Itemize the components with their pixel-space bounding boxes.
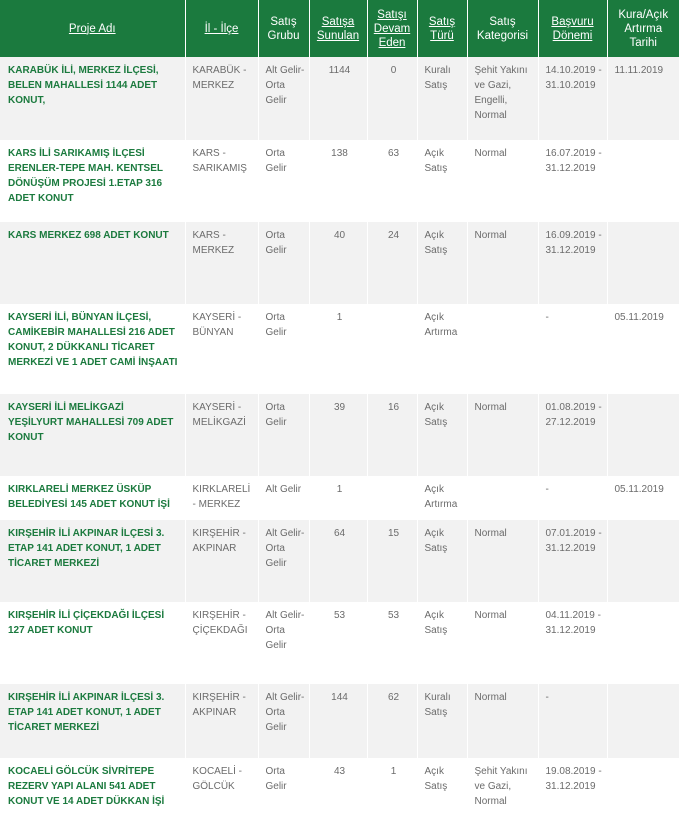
project-name-cell[interactable] <box>0 140 185 222</box>
lottery-date-cell <box>607 222 679 304</box>
column-header-location-label[interactable]: İl - İlçe <box>204 22 239 35</box>
offered-count-cell-text: 64 <box>333 528 346 539</box>
sales-type-cell-text: Kuralı Satış <box>424 65 451 91</box>
application-period-cell <box>538 476 607 520</box>
offered-count-cell <box>309 758 367 836</box>
location-cell <box>185 602 258 684</box>
location-cell-text: KAYSERİ - BÜNYAN <box>192 312 242 338</box>
sales-group-cell <box>258 602 309 684</box>
sales-group-cell <box>258 304 309 394</box>
application-period-cell <box>538 57 607 140</box>
sales-type-cell-text: Açık Satış <box>424 610 448 636</box>
application-period-cell-text: - <box>545 484 549 495</box>
sales-category-cell-text: Normal <box>474 692 507 703</box>
ongoing-count-cell <box>367 222 417 304</box>
project-name-cell-text: KIRKLARELİ MERKEZ ÜSKÜP BELEDİYESİ 145 ADET KONUT İŞİ <box>8 484 170 510</box>
application-period-cell <box>538 304 607 394</box>
ongoing-count-cell-text: 24 <box>387 230 400 241</box>
ongoing-count-cell <box>367 476 417 520</box>
offered-count-cell-text: 1 <box>336 312 343 323</box>
project-name-cell[interactable] <box>0 222 185 304</box>
application-period-cell-text: - <box>545 692 549 703</box>
ongoing-count-cell-text: 0 <box>390 65 397 76</box>
sales-type-cell <box>417 57 467 140</box>
sales-category-cell <box>467 394 538 476</box>
sales-type-cell <box>417 684 467 758</box>
ongoing-count-cell <box>367 684 417 758</box>
sales-group-cell-text: Alt Gelir-Orta Gelir <box>265 65 305 106</box>
offered-count-cell <box>309 140 367 222</box>
table-row <box>0 476 679 520</box>
offered-count-cell-text: 138 <box>331 148 348 159</box>
sales-group-cell <box>258 476 309 520</box>
column-header-sales-group-label: Satış Grubu <box>267 15 300 42</box>
table-row <box>0 57 679 140</box>
location-cell-text: KARABÜK - MERKEZ <box>192 65 247 91</box>
ongoing-count-cell-text: 53 <box>387 610 400 621</box>
sales-type-cell-text: Açık Satış <box>424 402 448 428</box>
sales-type-cell <box>417 140 467 222</box>
sales-type-cell <box>417 602 467 684</box>
sales-group-cell-text: Alt Gelir-Orta Gelir <box>265 692 305 733</box>
sales-category-cell <box>467 758 538 836</box>
lottery-date-cell-text: 05.11.2019 <box>614 312 664 323</box>
sales-group-cell-text: Orta Gelir <box>265 312 287 338</box>
ongoing-count-cell <box>367 602 417 684</box>
sales-type-cell <box>417 394 467 476</box>
sales-category-cell-text: Şehit Yakını ve Gazi, Engelli, Normal <box>474 65 528 121</box>
sales-category-cell-text: Normal <box>474 230 507 241</box>
project-name-cell[interactable] <box>0 304 185 394</box>
sales-category-cell <box>467 57 538 140</box>
table-row <box>0 140 679 222</box>
project-name-cell[interactable] <box>0 684 185 758</box>
table-header <box>0 0 679 57</box>
ongoing-count-cell <box>367 758 417 836</box>
project-name-cell-text: KIRŞEHİR İLİ AKPINAR İLÇESİ 3. ETAP 141 ADET KONUT, 1 ADET TİCARET MERKEZİ <box>8 528 165 569</box>
lottery-date-cell-text: 11.11.2019 <box>614 65 664 76</box>
ongoing-count-cell <box>367 140 417 222</box>
table-row <box>0 304 679 394</box>
ongoing-count-cell <box>367 57 417 140</box>
sales-group-cell-text: Alt Gelir-Orta Gelir <box>265 528 305 569</box>
sales-category-cell <box>467 140 538 222</box>
location-cell <box>185 140 258 222</box>
lottery-date-cell <box>607 304 679 394</box>
lottery-date-cell <box>607 684 679 758</box>
ongoing-count-cell <box>367 394 417 476</box>
sales-category-cell-text: Normal <box>474 402 507 413</box>
sales-category-cell <box>467 222 538 304</box>
offered-count-cell <box>309 57 367 140</box>
column-header-sales-category-label: Satış Kategorisi <box>476 15 529 42</box>
ongoing-count-cell <box>367 520 417 602</box>
table-row <box>0 520 679 602</box>
offered-count-cell-text: 144 <box>331 692 348 703</box>
project-name-cell-text: KOCAELİ GÖLCÜK SİVRİTEPE REZERV YAPI ALANI 541 ADET KONUT VE 14 ADET DÜKKAN İŞİ <box>8 766 165 807</box>
sales-group-cell <box>258 758 309 836</box>
offered-count-cell <box>309 602 367 684</box>
project-name-cell[interactable] <box>0 476 185 520</box>
column-header-ongoing-label[interactable]: Satışı Devam Eden <box>373 8 411 49</box>
application-period-cell-text: 16.09.2019 - 31.12.2019 <box>545 230 602 256</box>
ongoing-count-cell-text: 63 <box>387 148 400 159</box>
lottery-date-cell <box>607 602 679 684</box>
ongoing-count-cell-text: 16 <box>387 402 400 413</box>
project-name-cell-text: KIRŞEHİR İLİ ÇİÇEKDAĞI İLÇESİ 127 ADET KONUT <box>8 610 165 636</box>
column-header-sales-category <box>467 0 538 57</box>
sales-category-cell-text: Normal <box>474 610 507 621</box>
sales-category-cell <box>467 684 538 758</box>
table-row <box>0 684 679 758</box>
application-period-cell <box>538 602 607 684</box>
sales-category-cell-text: Normal <box>474 148 507 159</box>
project-name-cell[interactable] <box>0 57 185 140</box>
sales-type-cell-text: Açık Satış <box>424 230 448 256</box>
ongoing-count-cell-text: 62 <box>387 692 400 703</box>
application-period-cell <box>538 394 607 476</box>
location-cell <box>185 520 258 602</box>
project-name-cell[interactable] <box>0 394 185 476</box>
sales-type-cell <box>417 304 467 394</box>
location-cell <box>185 758 258 836</box>
offered-count-cell-text: 53 <box>333 610 346 621</box>
column-header-lottery-date <box>607 0 679 57</box>
sales-category-cell <box>467 520 538 602</box>
sales-type-cell <box>417 222 467 304</box>
application-period-cell <box>538 222 607 304</box>
offered-count-cell-text: 43 <box>333 766 346 777</box>
sales-category-cell-text: Şehit Yakını ve Gazi, Normal <box>474 766 528 807</box>
project-name-cell[interactable] <box>0 758 185 836</box>
project-name-cell-text: KIRŞEHİR İLİ AKPINAR İLÇESİ 3. ETAP 141 ADET KONUT, 1 ADET TİCARET MERKEZİ <box>8 692 165 733</box>
column-header-application-period[interactable] <box>538 0 607 57</box>
application-period-cell-text: - <box>545 312 549 323</box>
location-cell <box>185 684 258 758</box>
application-period-cell-text: 01.08.2019 - 27.12.2019 <box>545 402 602 428</box>
table-row <box>0 602 679 684</box>
sales-group-cell-text: Orta Gelir <box>265 148 287 174</box>
lottery-date-cell <box>607 476 679 520</box>
sales-group-cell <box>258 684 309 758</box>
column-header-sales-type-label[interactable]: Satış Türü <box>428 15 456 42</box>
location-cell <box>185 222 258 304</box>
offered-count-cell <box>309 304 367 394</box>
sales-group-cell <box>258 520 309 602</box>
location-cell-text: KIRKLARELİ - MERKEZ <box>192 484 251 510</box>
column-header-project[interactable] <box>0 0 185 57</box>
column-header-application-period-label[interactable]: Başvuru Dönemi <box>551 15 594 42</box>
location-cell-text: KARS - MERKEZ <box>192 230 235 256</box>
sales-group-cell-text: Orta Gelir <box>265 230 287 256</box>
application-period-cell <box>538 140 607 222</box>
column-header-sales-type[interactable] <box>417 0 467 57</box>
location-cell <box>185 304 258 394</box>
table-row <box>0 394 679 476</box>
sales-group-cell-text: Orta Gelir <box>265 402 287 428</box>
location-cell <box>185 394 258 476</box>
table-body <box>0 57 679 836</box>
ongoing-count-cell-text: 15 <box>387 528 400 539</box>
sales-type-cell-text: Açık Satış <box>424 766 448 792</box>
offered-count-cell <box>309 394 367 476</box>
sales-group-cell <box>258 57 309 140</box>
lottery-date-cell-text: 05.11.2019 <box>614 484 664 495</box>
column-header-offered[interactable] <box>309 0 367 57</box>
project-name-cell-text: KARS İLİ SARIKAMIŞ İLÇESİ ERENLER-TEPE MAH. KENTSEL DÖNÜŞÜM PROJESİ 1.ETAP 316 ADET KONUT <box>8 148 163 204</box>
application-period-cell <box>538 758 607 836</box>
location-cell-text: KIRŞEHİR - AKPINAR <box>192 528 246 554</box>
sales-type-cell <box>417 476 467 520</box>
sales-type-cell-text: Açık Artırma <box>424 484 458 510</box>
sales-group-cell <box>258 222 309 304</box>
location-cell-text: KIRŞEHİR - AKPINAR <box>192 692 246 718</box>
sales-type-cell-text: Açık Satış <box>424 528 448 554</box>
sales-group-cell-text: Orta Gelir <box>265 766 287 792</box>
lottery-date-cell <box>607 57 679 140</box>
offered-count-cell <box>309 684 367 758</box>
location-cell <box>185 476 258 520</box>
sales-category-cell <box>467 476 538 520</box>
location-cell-text: KIRŞEHİR - ÇİÇEKDAĞI <box>192 610 248 636</box>
sales-type-cell-text: Açık Artırma <box>424 312 458 338</box>
ongoing-count-cell <box>367 304 417 394</box>
table-row <box>0 222 679 304</box>
header-row <box>0 0 679 57</box>
location-cell <box>185 57 258 140</box>
offered-count-cell-text: 1 <box>336 484 343 495</box>
sales-category-cell <box>467 602 538 684</box>
column-header-offered-label[interactable]: Satışa Sunulan <box>316 15 360 42</box>
lottery-date-cell <box>607 140 679 222</box>
column-header-ongoing[interactable] <box>367 0 417 57</box>
application-period-cell <box>538 520 607 602</box>
project-name-cell-text: KAYSERİ İLİ MELİKGAZİ YEŞİLYURT MAHALLESİ 709 ADET KONUT <box>8 402 174 443</box>
offered-count-cell-text: 1144 <box>328 65 351 76</box>
project-name-cell-text: KARABÜK İLİ, MERKEZ İLÇESİ, BELEN MAHALLESİ 1144 ADET KONUT, <box>8 65 159 106</box>
sales-group-cell-text: Alt Gelir <box>265 484 302 495</box>
sales-type-cell <box>417 758 467 836</box>
application-period-cell-text: 04.11.2019 - 31.12.2019 <box>545 610 601 636</box>
column-header-location[interactable] <box>185 0 258 57</box>
application-period-cell-text: 14.10.2019 - 31.10.2019 <box>545 65 602 91</box>
sales-type-cell-text: Kuralı Satış <box>424 692 451 718</box>
lottery-date-cell <box>607 520 679 602</box>
table-row <box>0 758 679 836</box>
project-name-cell-text: KARS MERKEZ 698 ADET KONUT <box>8 230 169 241</box>
column-header-lottery-date-label: Kura/Açık Artırma Tarihi <box>618 8 669 49</box>
column-header-project-label[interactable]: Proje Adı <box>68 22 116 35</box>
application-period-cell <box>538 684 607 758</box>
lottery-date-cell <box>607 394 679 476</box>
offered-count-cell-text: 40 <box>333 230 346 241</box>
location-cell-text: KARS - SARIKAMIŞ <box>192 148 247 174</box>
ongoing-count-cell-text: 1 <box>390 766 397 777</box>
project-name-cell-text: KAYSERİ İLİ, BÜNYAN İLÇESİ, CAMİKEBİR MAHALLESİ 216 ADET KONUT, 2 DÜKKANLI TİCARET MERKEZİ VE 1 ADET CAMİ İNŞAATI <box>8 312 178 368</box>
sales-type-cell-text: Açık Satış <box>424 148 448 174</box>
application-period-cell-text: 19.08.2019 - 31.12.2019 <box>545 766 602 792</box>
offered-count-cell <box>309 520 367 602</box>
offered-count-cell <box>309 476 367 520</box>
sales-category-cell-text: Normal <box>474 528 507 539</box>
location-cell-text: KAYSERİ - MELİKGAZİ <box>192 402 246 428</box>
offered-count-cell-text: 39 <box>333 402 346 413</box>
sales-group-cell <box>258 394 309 476</box>
application-period-cell-text: 16.07.2019 - 31.12.2019 <box>545 148 602 174</box>
project-name-cell[interactable] <box>0 602 185 684</box>
column-header-sales-group <box>258 0 309 57</box>
project-name-cell[interactable] <box>0 520 185 602</box>
location-cell-text: KOCAELİ - GÖLCÜK <box>192 766 242 792</box>
offered-count-cell <box>309 222 367 304</box>
lottery-date-cell <box>607 758 679 836</box>
sales-group-cell-text: Alt Gelir-Orta Gelir <box>265 610 305 651</box>
sales-category-cell <box>467 304 538 394</box>
sales-group-cell <box>258 140 309 222</box>
sales-type-cell <box>417 520 467 602</box>
application-period-cell-text: 07.01.2019 - 31.12.2019 <box>545 528 602 554</box>
